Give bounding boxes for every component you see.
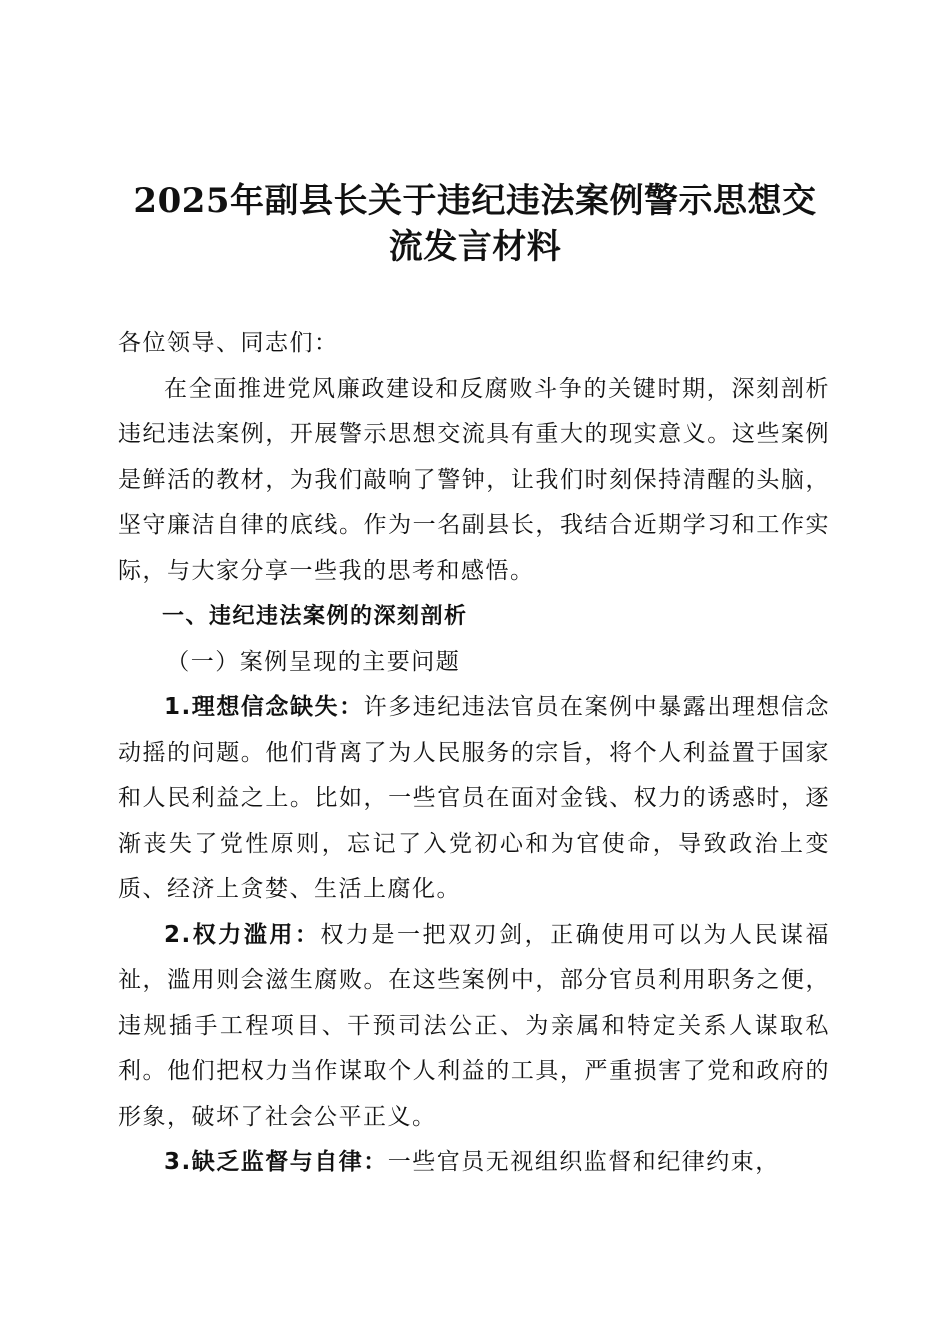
point-lead-1: 1.理想信念缺失： [164,694,364,720]
point-text-3: 一些官员无视组织监督和纪律约束， [387,1149,780,1175]
point-paragraph-1 [118,685,830,913]
intro-paragraph: 在全面推进党风廉政建设和反腐败斗争的关键时期，深刻剖析违纪违法案例，开展警示思想交流具有重大的现实意义。这些案例是鲜活的教材，为我们敲响了警钟，让我们时刻保持清醒的头脑，坚守廉洁自律的底线。作为一名副县长，我结合近期学习和工作实际，与大家分享一些我的思考和感悟。 [118,375,830,584]
point-lead-3: 3.缺乏监督与自律： [164,1149,388,1175]
point-paragraph-2 [118,913,830,1141]
document-title [90,178,860,270]
point-text-1: 许多违纪违法官员在案例中暴露出理想信念动摇的问题。他们背离了为人民服务的宗旨，将个人利益置于国家和人民利益之上。比如，一些官员在面对金钱、权力的诱惑时，逐渐丧失了党性原则，忘记了入党初心和为官使命，导致政治上变质、经济上贪婪、生活上腐化。 [118,694,831,902]
point-text-2: 权力是一把双刃剑，正确使用可以为人民谋福祉，滥用则会滋生腐败。在这些案例中，部分官员利用职务之便，违规插手工程项目、干预司法公正、为亲属和特定关系人谋取私利。他们把权力当作谋取个人利益的工具，严重损害了党和政府的形象，破坏了社会公平正义。 [118,921,830,1130]
document-body [118,321,830,1186]
point-lead-2: 2.权力滥用： [164,921,321,948]
title-line-2: 流发言材料 [388,227,562,267]
title-line-1: 2025年副县长关于违纪违法案例警示思想交 [133,181,817,221]
section-heading-1: 一、违纪违法案例的深刻剖析 [162,604,468,629]
point-paragraph-3 [118,1140,830,1186]
subsection-heading-1: （一）案例呈现的主要问题 [166,648,461,675]
salutation: 各位领导、同志们： [118,330,339,356]
